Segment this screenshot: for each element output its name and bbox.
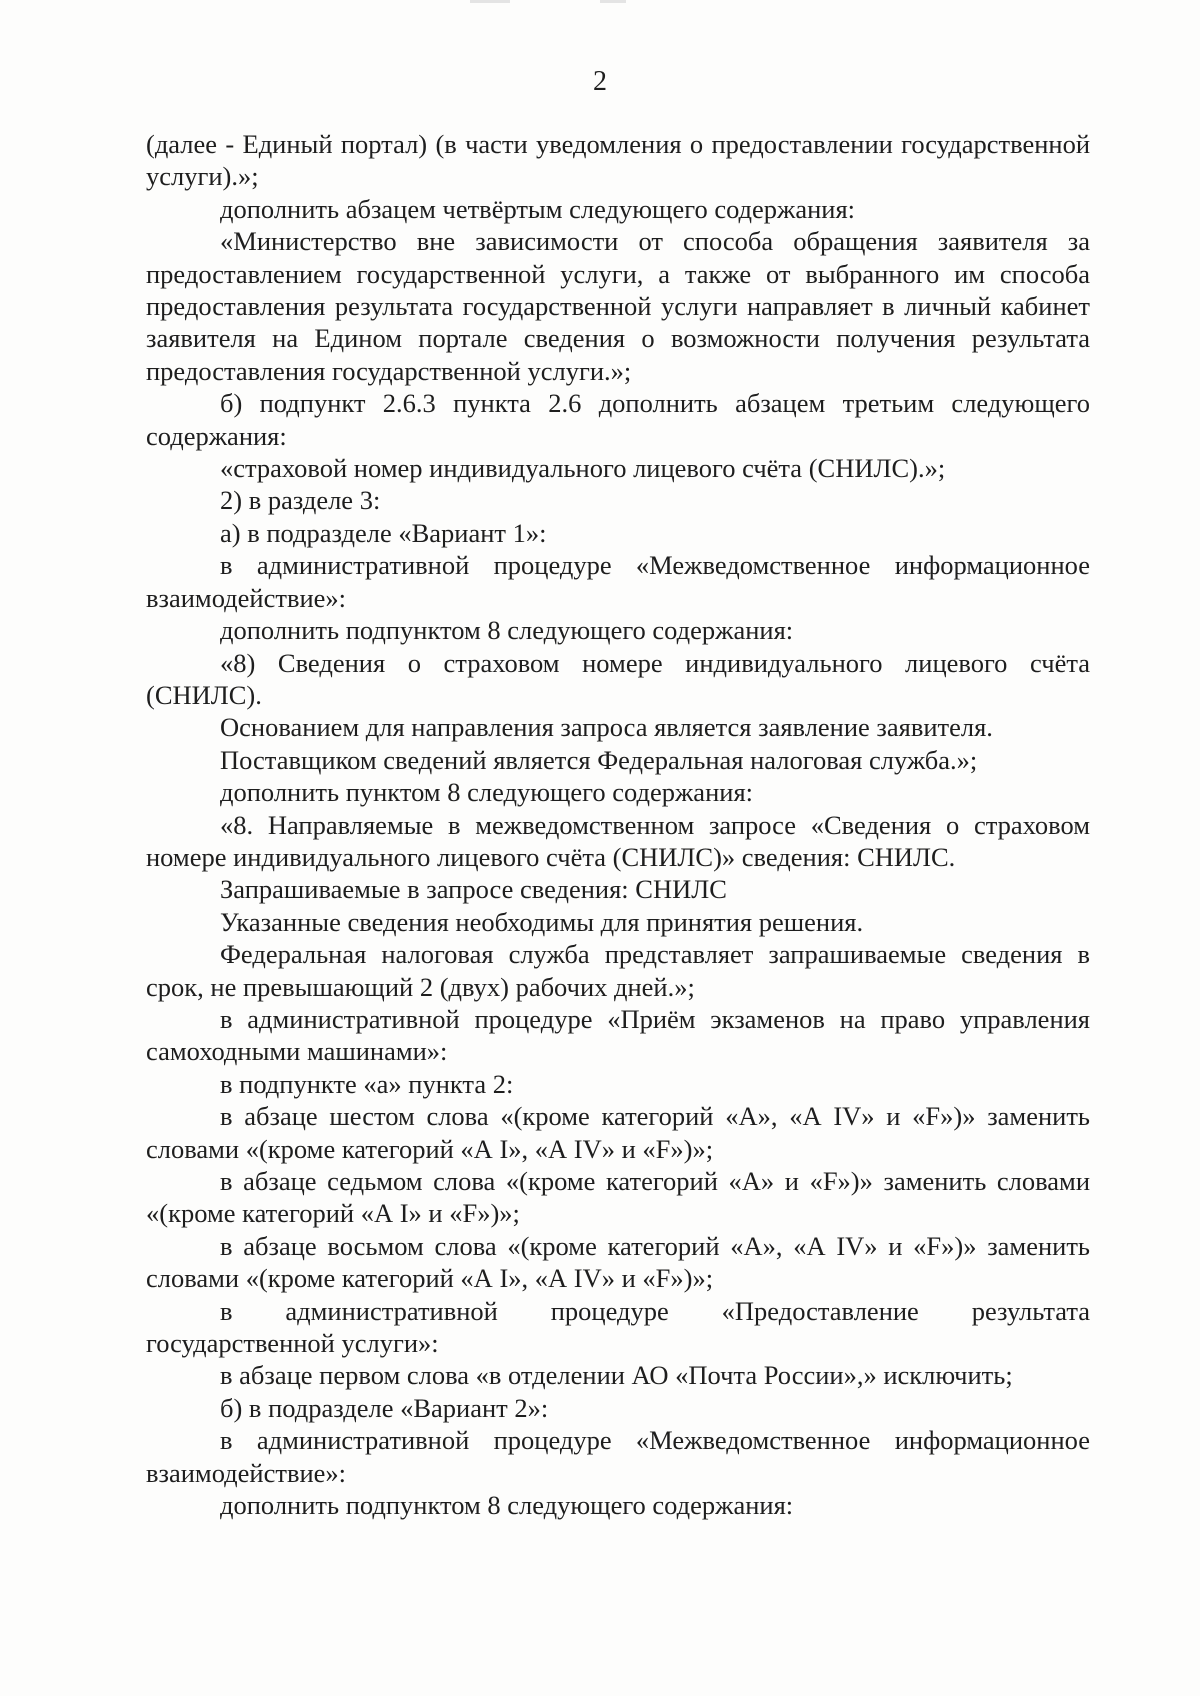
paragraph: в административной процедуре «Межведомственное информационное взаимодействие»: [146,550,1090,613]
paragraph: б) в подразделе «Вариант 2»: [220,1392,549,1423]
document-body [146,128,1090,1521]
paragraph: Указанные сведения необходимы для принятия решения. [220,906,864,937]
paragraph: в подпункте «а» пункта 2: [220,1068,514,1099]
scan-artifact [600,0,626,3]
paragraph: в административной процедуре «Приём экзаменов на право управления самоходными машинами»: [146,1003,1090,1067]
paragraph: 2) в разделе 3: [220,485,381,516]
paragraph: «8. Направляемые в межведомственном запросе «Сведения о страховом номере индивидуального лицевого счёта (СНИЛС)» сведения: СНИЛС. [146,809,1090,872]
page-number: 2 [593,66,607,97]
paragraph: дополнить подпунктом 8 следующего содержания: [220,1490,794,1521]
paragraph: дополнить абзацем четвёртым следующего содержания: [220,193,856,224]
paragraph: Федеральная налоговая служба представляет запрашиваемые сведения в срок, не превышающий 2 (двух) рабочих дней.»; [146,939,1090,1002]
paragraph: «8) Сведения о страховом номере индивидуального лицевого счёта (СНИЛС). [146,647,1090,710]
paragraph: б) подпункт 2.6.3 пункта 2.6 дополнить абзацем третьим следующего содержания: [146,388,1090,451]
paragraph: в абзаце восьмом слова «(кроме категорий «А», «А IV» и «F»)» заменить словами «(кроме категорий «А I», «А IV» и «F»)»; [146,1230,1090,1294]
paragraph: дополнить пунктом 8 следующего содержания: [220,777,753,808]
paragraph: в абзаце шестом слова «(кроме категорий «А», «А IV» и «F»)» заменить словами «(кроме категорий «А I», «А IV» и «F»)»; [146,1101,1090,1164]
paragraph: Поставщиком сведений является Федеральная налоговая служба.»; [220,744,978,775]
paragraph: в административной процедуре «Предоставление результата государственной услуги»: [146,1295,1090,1359]
paragraph-continuation: (далее - Единый портал) (в части уведомления о предоставлении государственной услуги).»; [146,129,1090,192]
scan-artifact [470,0,510,3]
paragraph: «страховой номер индивидуального лицевого счёта (СНИЛС).»; [220,453,946,484]
paragraph: «Министерство вне зависимости от способа обращения заявителя за предоставлением государственной услуги, а также от выбранного им способа предоставления результата государственной услуги направляет в личный кабинет заявителя на Едином портале сведения о возможности получения результата предоставления государственной услуги.»; [146,226,1090,386]
paragraph: дополнить подпунктом 8 следующего содержания: [220,615,794,646]
paragraph: в административной процедуре «Межведомственное информационное взаимодействие»: [146,1425,1090,1488]
paragraph: в абзаце седьмом слова «(кроме категорий «А» и «F»)» заменить словами «(кроме категорий «А I» и «F»)»; [146,1166,1090,1229]
paragraph: а) в подразделе «Вариант 1»: [220,517,547,548]
paragraph: Основанием для направления запроса является заявление заявителя. [220,712,993,743]
paragraph: в абзаце первом слова «в отделении АО «Почта России»,» исключить; [220,1360,1013,1391]
paragraph: Запрашиваемые в запросе сведения: СНИЛС [220,874,727,905]
